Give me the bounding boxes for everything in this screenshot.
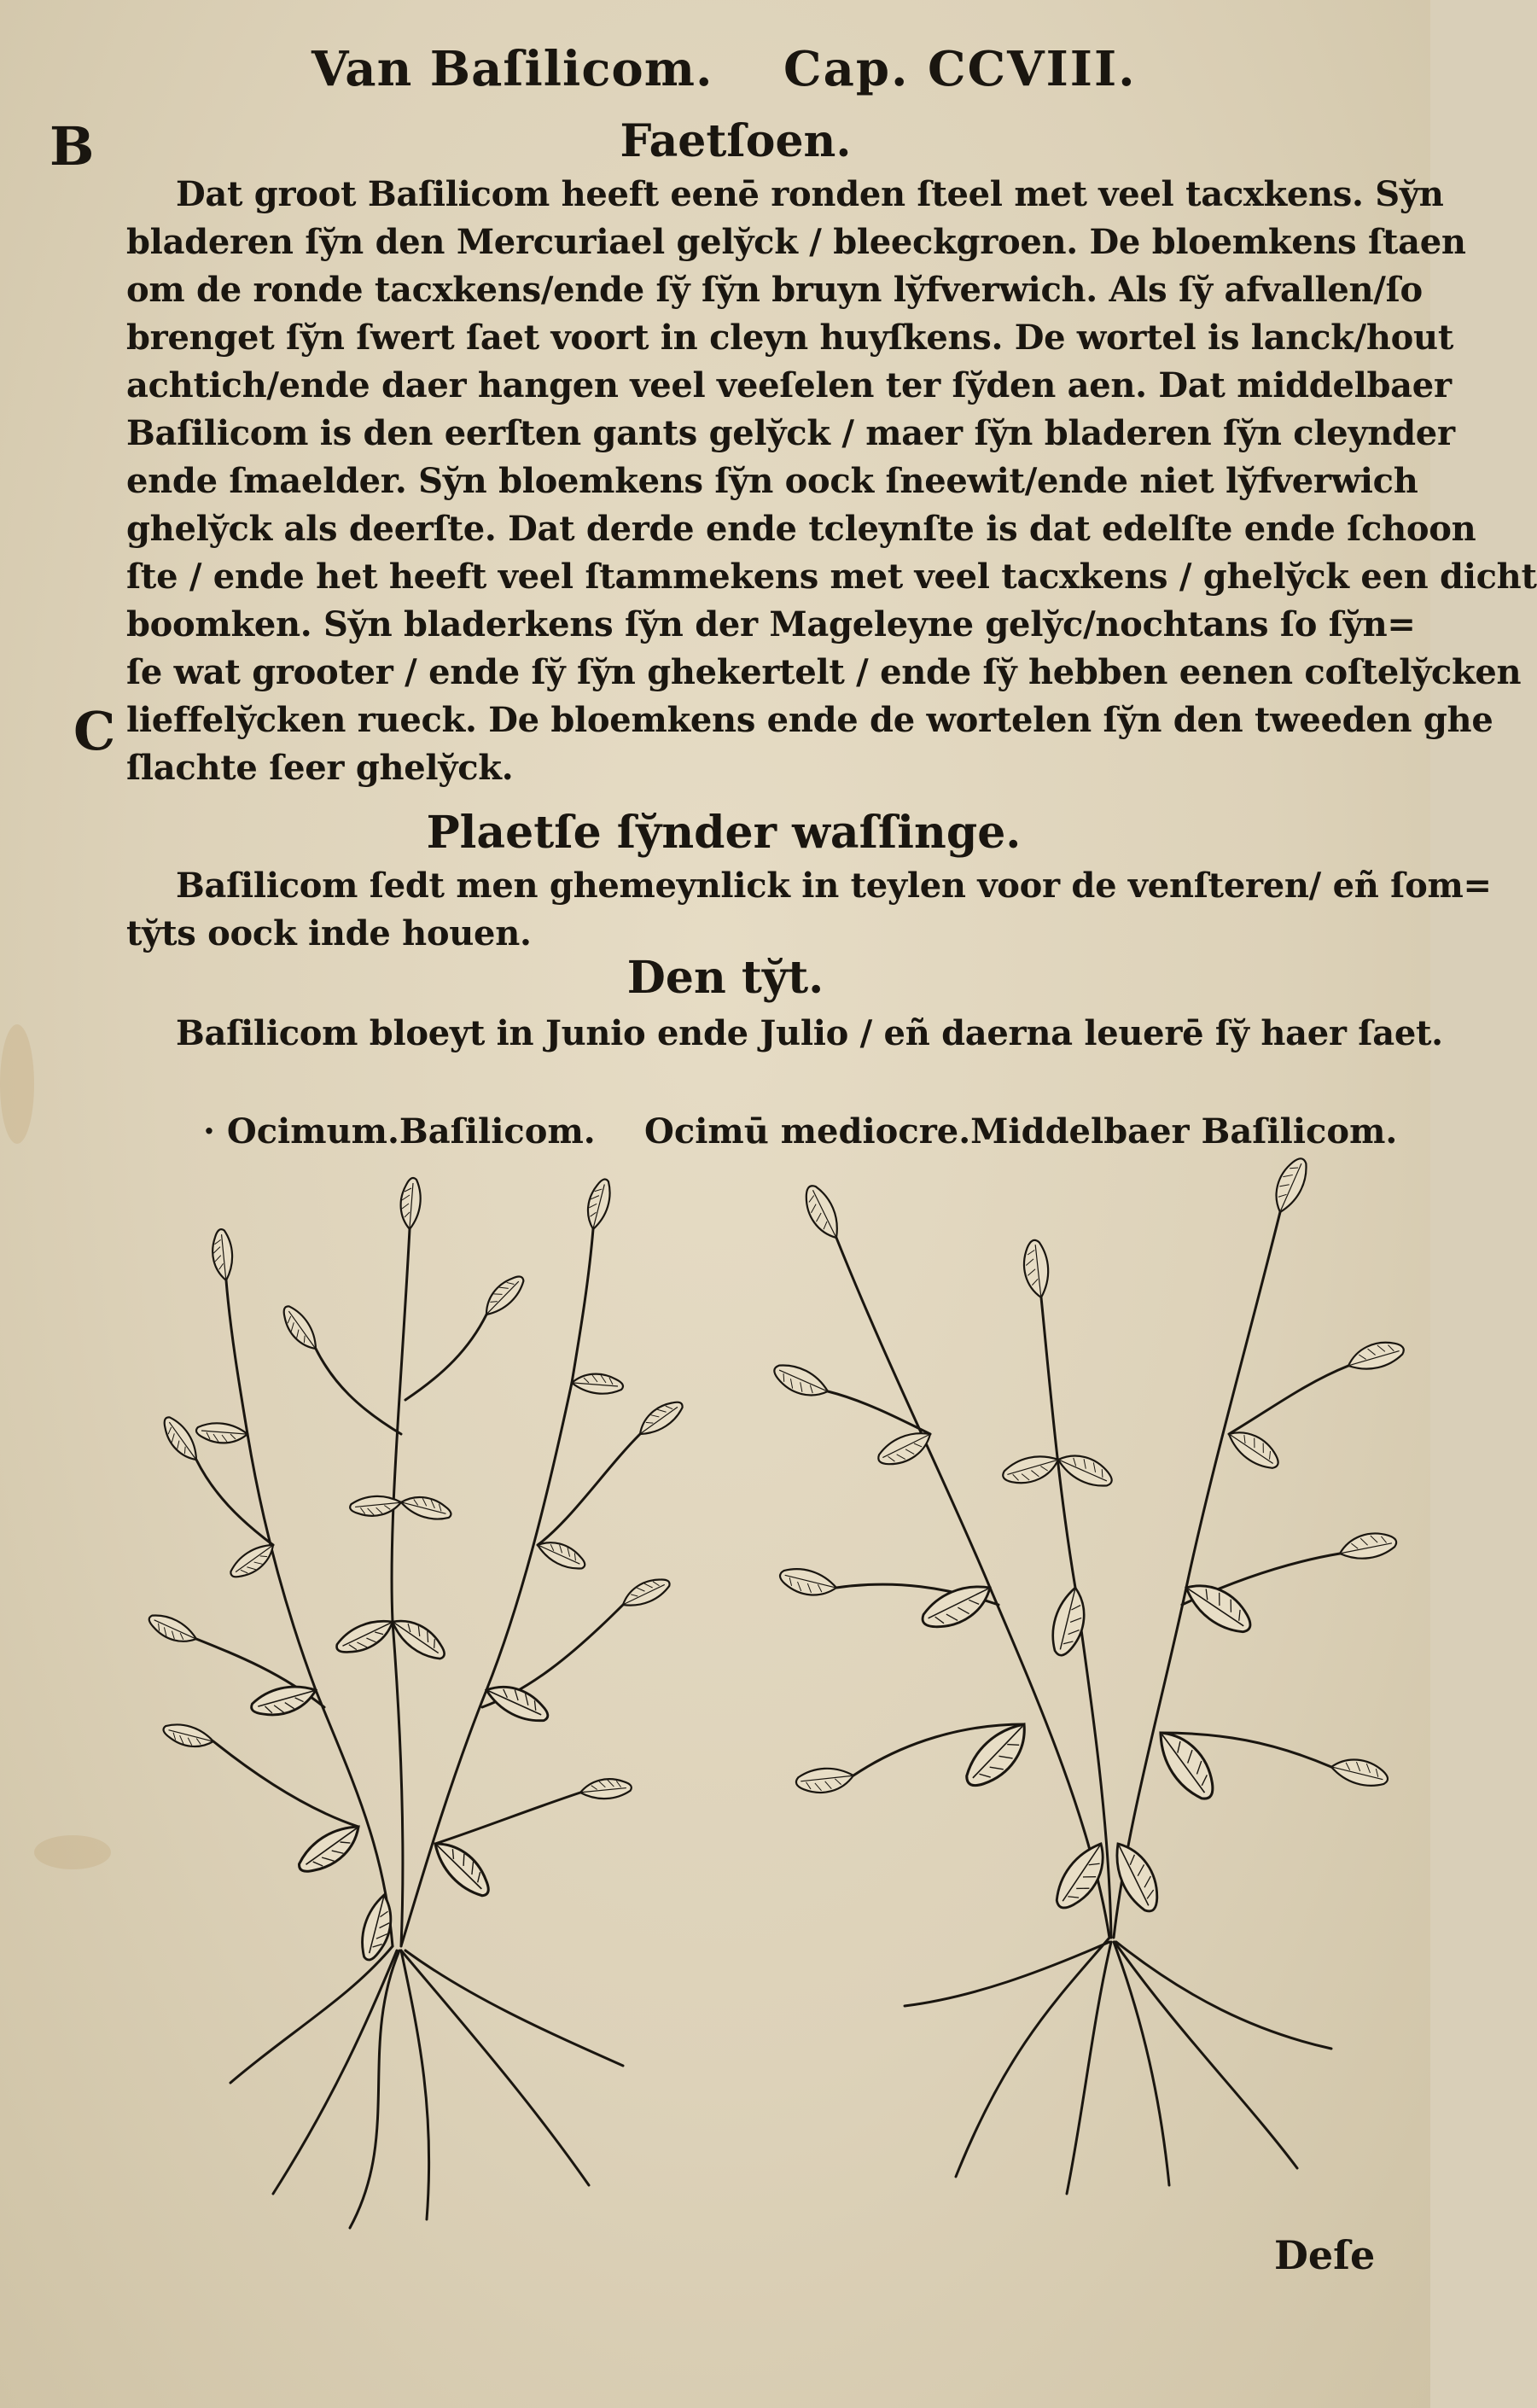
paragraph-place bbox=[126, 862, 1492, 958]
caption-medium-basil: Ocimū mediocre.Middelbaer Baſilicom. bbox=[644, 1111, 1398, 1152]
text-line: lieffely̆cken rueck. De bloemkens ende de wortelen ſy̆n den tweeden ghe bbox=[126, 700, 1493, 740]
section-heading-facet: Faetſoen. bbox=[620, 115, 852, 167]
paragraph-time bbox=[126, 1010, 1443, 1058]
text-line: ſe wat grooter / ende ſy̆ ſy̆n ghekertelt / ende ſy̆ hebben eenen coſtely̆cken bbox=[126, 652, 1522, 692]
text-line: Baſilicom is den eerſten gants gely̆ck / maer ſy̆n bladeren ſy̆n cleynder bbox=[126, 413, 1455, 453]
margin-marker-c: C bbox=[73, 700, 116, 762]
woodcut-basil-illustration bbox=[145, 1178, 725, 2245]
woodcut-medium-basil-illustration bbox=[802, 1178, 1365, 2202]
text-line: ty̆ts oock inde houen. bbox=[126, 913, 532, 953]
text-line: bladeren ſy̆n den Mercuriael gely̆ck / bleeckgroen. De bloemkens ſtaen bbox=[126, 222, 1466, 262]
text-line: achtich/ende daer hangen veel veeſelen ter ſy̆den aen. Dat middelbaer bbox=[126, 365, 1452, 405]
section-heading-place: Plaetſe ſy̆nder waſſinge. bbox=[426, 807, 1022, 859]
foxing-stain bbox=[34, 1835, 111, 1869]
text-line: ghely̆ck als deerſte. Dat derde ende tcleynſte is dat edelſte ende ſchoon bbox=[126, 509, 1476, 549]
text-line: boomken. Sy̆n bladerkens ſy̆n der Mageleyne gely̆c/nochtans ſo ſy̆n= bbox=[126, 604, 1416, 644]
section-heading-time: Den ty̆t. bbox=[626, 952, 824, 1004]
text-line: Dat groot Baſilicom heeft eenē ronden ſteel met veel tacxkens. Sy̆n bbox=[176, 174, 1444, 214]
text-line: Baſilicom ſedt men ghemeynlick in teylen voor de venſteren/ eñ ſom= bbox=[176, 866, 1492, 906]
paragraph-facet bbox=[126, 171, 1537, 792]
margin-marker-b: B bbox=[49, 115, 95, 178]
running-head bbox=[0, 41, 1430, 109]
text-line: ende ſmaelder. Sy̆n bloemkens ſy̆n oock ſneewit/ende niet ly̆fverwich bbox=[126, 461, 1418, 501]
text-line: om de ronde tacxkens/ende ſy̆ ſy̆n bruyn ly̆fverwich. Als ſy̆ afvallen/ſo bbox=[126, 270, 1423, 310]
chapter-number: Cap. CCVIII. bbox=[783, 41, 1137, 97]
running-head-title: Van Baſilicom. bbox=[311, 41, 713, 97]
text-line: ſte / ende het heeft veel ſtammekens met veel tacxkens / ghely̆ck een dicht bbox=[126, 557, 1537, 597]
caption-basil: · Ocimum.Baſilicom. bbox=[203, 1111, 596, 1152]
text-line: Baſilicom bloeyt in Junio ende Julio / eñ daerna leuerē ſy̆ haer ſaet. bbox=[176, 1013, 1443, 1053]
catchword: Deſe bbox=[1274, 2232, 1376, 2278]
figure-captions bbox=[0, 1111, 1430, 1163]
text-line: ſlachte ſeer ghely̆ck. bbox=[126, 748, 514, 788]
text-line: brenget ſy̆n ſwert ſaet voort in cleyn huyſkens. De wortel is lanck/hout bbox=[126, 318, 1453, 358]
